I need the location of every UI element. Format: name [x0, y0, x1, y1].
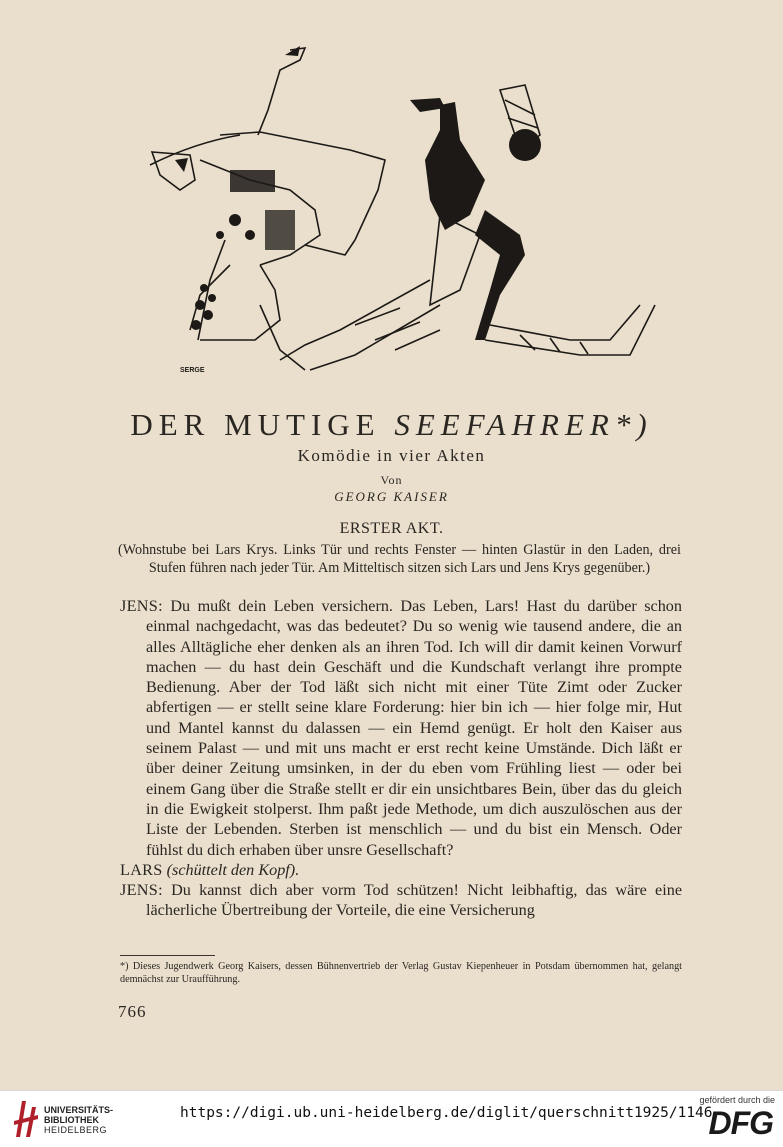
play-subtitle: Komödie in vier Akten	[297, 446, 486, 465]
act-heading: ERSTER AKT.	[339, 520, 444, 537]
dialogue-text: Du mußt dein Leben versichern. Das Leben, Lars! Hast du darüber schon einmal nachgedacht, was das bedeutet? Du so wenig wie tausend andere, die an alles Alltägliche eher denken als an ihren Tod. Ich will dir damit keinen Vorwurf machen — du hast dein Geschäft und die Kundschaft verlangt ihre prompte Bedienung. Aber der Tod läßt sich nicht mit einer Tüte Zimt oder Zucker abfertigen — er stellt seine klare Forderung: hier bin ich — hier folge mir, Hut und Mantel kannst du dalassen — ein Hemd genügt. Er holt den Kaiser aus seinem Palast — und mit uns macht er erst recht keine Umstände. Dich läßt er über deiner Zeitung umsinken, in der du eben vom Frühling liest — oder bei einem Gang über die Straße stellt er dir ein unsichtbares Bein, über das du gleich in die Ewigkeit stolperst. Ihm paßt jede Methode, um dich auszulöschen aus der Liste der Lebenden. Sterben ist menschlich — und du bist ein Mensch. Oder fühlst du dich erhaben über unsre Gesellschaft?	[146, 597, 682, 859]
play-title	[0, 407, 783, 443]
dialogue-line	[120, 880, 682, 921]
speaker: LARS	[120, 860, 163, 879]
title-main: DER MUTIGE	[130, 407, 381, 442]
university-logo-icon	[10, 1097, 40, 1141]
library-name: UNIVERSITÄTS- BIBLIOTHEK HEIDELBERG	[44, 1105, 114, 1135]
footnote-divider	[120, 955, 215, 956]
viewer-footer-bar	[0, 1090, 783, 1147]
title-italic: SEEFAHRER*)	[394, 407, 653, 442]
dialogue-direction: (schüttelt den Kopf).	[166, 860, 300, 879]
dialogue-line	[120, 596, 682, 860]
dfg-logo: DFG	[708, 1105, 773, 1141]
dancers-illustration	[140, 40, 680, 385]
page-url-link[interactable]: https://digi.ub.uni-heidelberg.de/diglit/querschnitt1925/1146	[180, 1105, 713, 1121]
footnote: *) Dieses Jugendwerk Georg Kaisers, dessen Bühnenvertrieb der Verlag Gustav Kiepenheuer in Potsdam übernommen hat, gelangt demnächst zur Uraufführung.	[120, 961, 682, 985]
page-number: 766	[118, 1002, 147, 1021]
dialogue-text: Du kannst dich aber vorm Tod schützen! Nicht leibhaftig, das wäre eine lächerliche Übertreibung der Vorteile, die eine Versicherung	[146, 881, 683, 920]
speaker: JENS:	[120, 881, 163, 900]
dialogue-line	[120, 860, 682, 880]
author-name: GEORG KAISER	[334, 489, 449, 504]
speaker: JENS:	[120, 597, 163, 615]
dialogue	[120, 596, 682, 921]
funding-note: gefördert durch die	[699, 1095, 775, 1105]
artist-signature: SERGE	[180, 367, 205, 374]
by-line: Von	[380, 473, 403, 487]
stage-direction: (Wohnstube bei Lars Krys. Links Tür und rechts Fenster — hinten Glastür in den Laden, drei Stufen führen nach jeder Tür. Am Mitteltisch sitzen sich Lars und Jens Krys gegenüber.)	[118, 542, 681, 576]
